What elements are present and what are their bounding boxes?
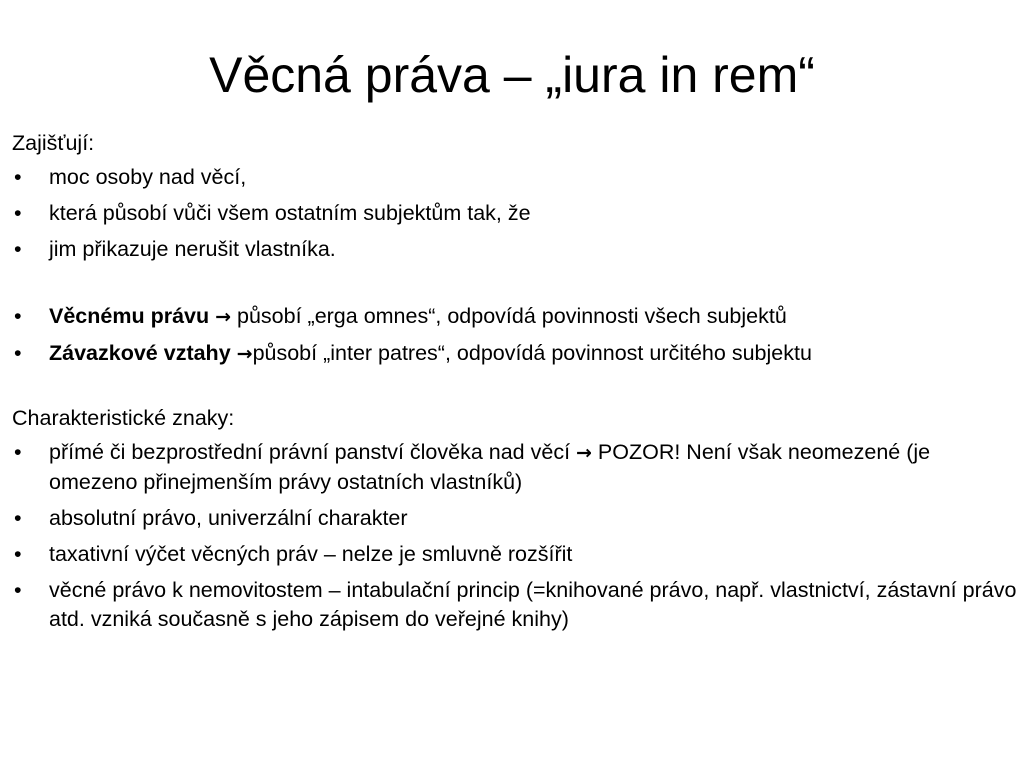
list-item-text: která působí vůči všem ostatním subjektům tak, že — [49, 201, 531, 225]
list-item — [12, 576, 1018, 634]
bullet-icon: • — [14, 304, 22, 328]
arrow-right-icon: → — [215, 306, 232, 328]
list-item-text: věcné právo k nemovitostem – intabulační princip (=knihované právo, např. vlastnictví, zástavní právo atd. vzniká současně s jeho zápisem do veřejné knihy) — [49, 578, 1017, 631]
bullet-icon: • — [14, 440, 22, 464]
slide-title: Věcná práva – „iura in rem“ — [209, 47, 815, 103]
slide-body — [12, 129, 1018, 641]
spacer — [12, 271, 1018, 302]
bullet-icon: • — [14, 237, 22, 261]
list-item-text: POZOR! Není však neomezené (je omezeno přinejmenším právy ostatních vlastníků) — [49, 440, 931, 494]
bullet-icon: • — [14, 506, 22, 530]
list-item — [12, 163, 1018, 192]
list-item — [12, 504, 1018, 533]
list-item — [12, 438, 1018, 497]
list-item — [12, 199, 1018, 228]
list-item-text: moc osoby nad věcí, — [49, 165, 247, 189]
section-heading-zajistuji: Zajišťují: — [12, 131, 95, 155]
list-item — [12, 540, 1018, 569]
list-item-text: taxativní výčet věcných práv – nelze je smluvně rozšířit — [49, 542, 573, 566]
list-item-text: působí „inter patres“, odpovídá povinnost určitého subjektu — [252, 341, 812, 365]
list-item-text: absolutní právo, univerzální charakter — [49, 506, 408, 530]
section-heading-charakteristicke-znaky: Charakteristické znaky: — [12, 406, 235, 430]
bullet-icon: • — [14, 542, 22, 566]
list-item — [12, 339, 1018, 369]
bullet-icon: • — [14, 578, 22, 602]
list-item-text: přímé či bezprostřední právní panství člověka nad věcí — [49, 440, 577, 464]
bullet-icon: • — [14, 341, 22, 365]
bold-term: Věcnému právu — [49, 304, 210, 328]
bold-term: Závazkové vztahy — [49, 341, 231, 365]
bullet-icon: • — [14, 165, 22, 189]
list-item-text: působí „erga omnes“, odpovídá povinnosti všech subjektů — [231, 304, 787, 328]
bullet-icon: • — [14, 201, 22, 225]
list-item — [12, 302, 1018, 332]
list-item — [12, 235, 1018, 264]
list-item-text: jim přikazuje nerušit vlastníka. — [49, 237, 336, 261]
spacer — [12, 376, 1018, 404]
arrow-right-icon: → — [576, 442, 592, 464]
arrow-right-icon: → — [236, 343, 253, 365]
